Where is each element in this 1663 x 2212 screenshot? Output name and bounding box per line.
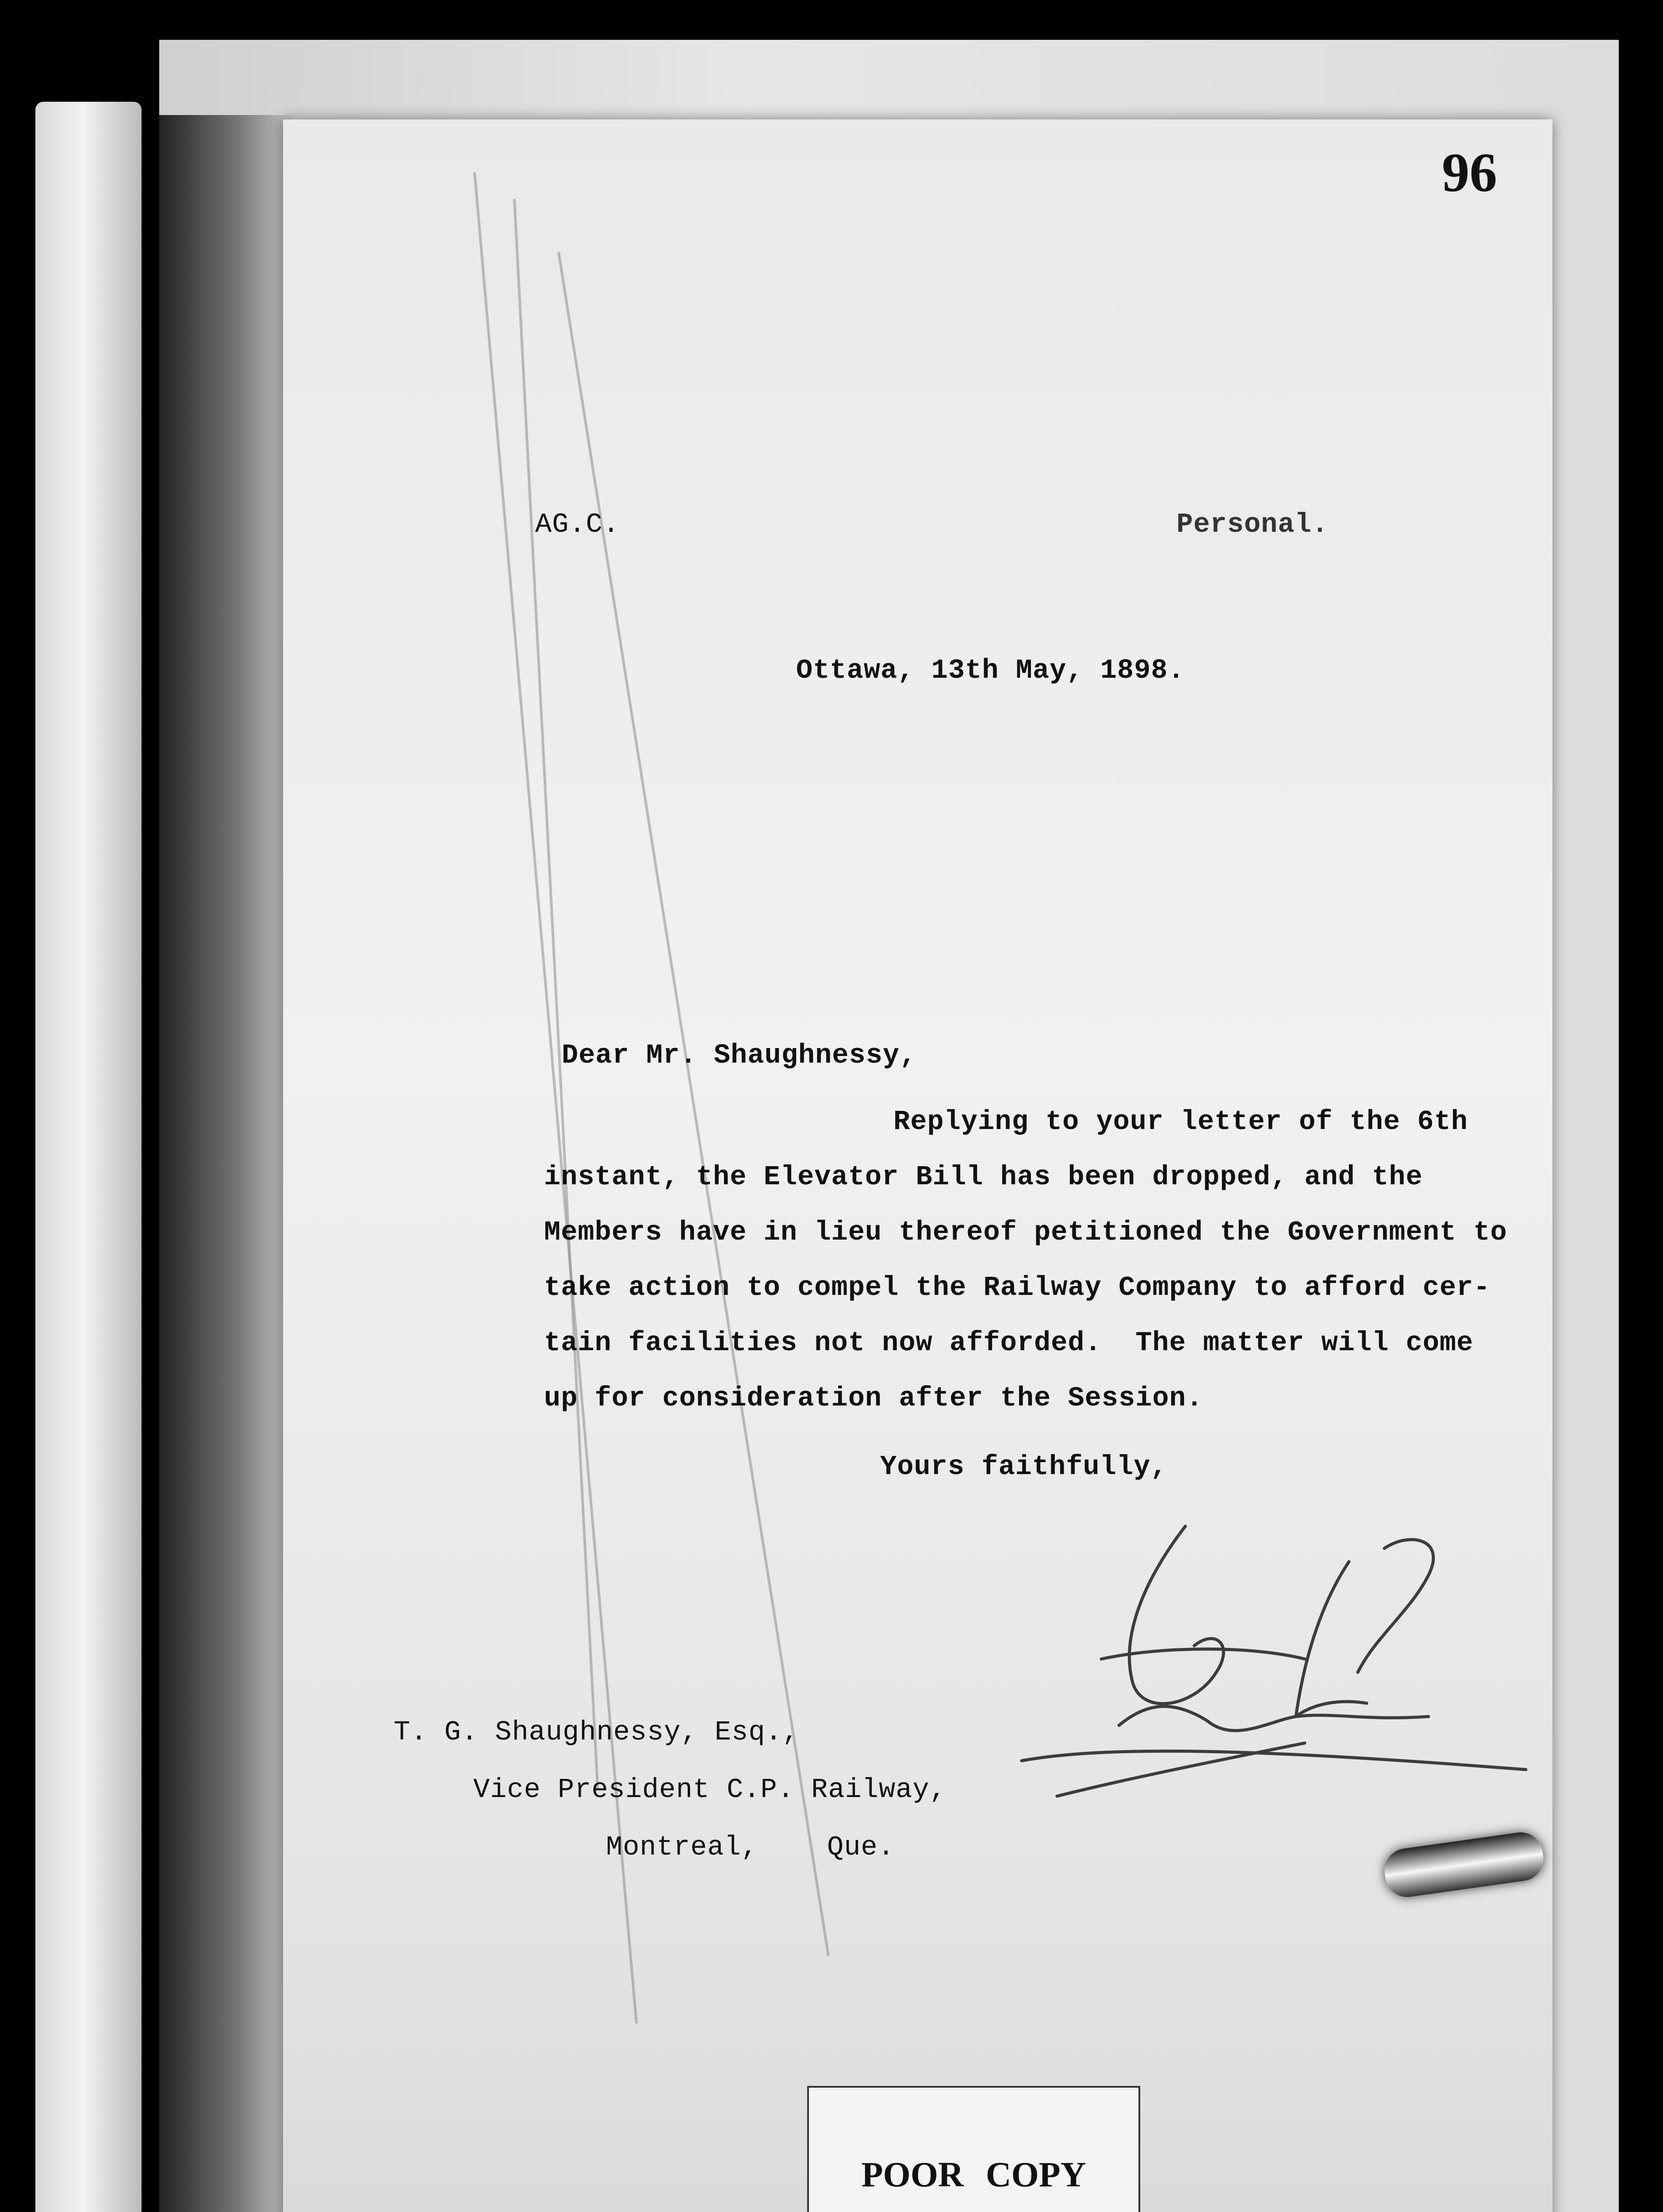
body-line: Members have in lieu thereof petitioned the Government to	[544, 1217, 1507, 1248]
body-line: up for consideration after the Session.	[544, 1382, 1203, 1414]
body-line: tain facilities not now afforded. The matter will come	[544, 1327, 1474, 1359]
recipient-title: Vice President C.P. Railway,	[473, 1774, 946, 1805]
left-page-edge	[35, 102, 142, 2212]
initials: AG.C.	[535, 509, 620, 540]
salutation: Dear Mr. Shaughnessy,	[562, 1040, 917, 1071]
closing: Yours faithfully,	[880, 1451, 1168, 1482]
recipient-province: Que.	[827, 1832, 895, 1863]
date-line: Ottawa, 13th May, 1898.	[796, 655, 1185, 686]
recipient-city: Montreal,	[606, 1832, 758, 1863]
poor-copy-stamp	[807, 2086, 1140, 2212]
body-line: take action to compel the Railway Company to afford cer-	[544, 1272, 1491, 1303]
personal-marking: Personal.	[1176, 509, 1329, 540]
paper-crease	[513, 199, 599, 1790]
page-number: 96	[1442, 142, 1497, 204]
poor-copy-label: POOR COPY	[861, 2155, 1086, 2194]
letter-sheet	[283, 119, 1552, 2212]
recipient-name: T. G. Shaughnessy, Esq.,	[394, 1717, 799, 1748]
body-line: instant, the Elevator Bill has been dropped, and the	[544, 1161, 1423, 1193]
page-fold-shadow	[159, 115, 292, 2212]
paper-crease	[557, 252, 830, 1956]
body-line: Replying to your letter of the 6th	[893, 1106, 1468, 1137]
handwritten-signature	[986, 1513, 1544, 1823]
